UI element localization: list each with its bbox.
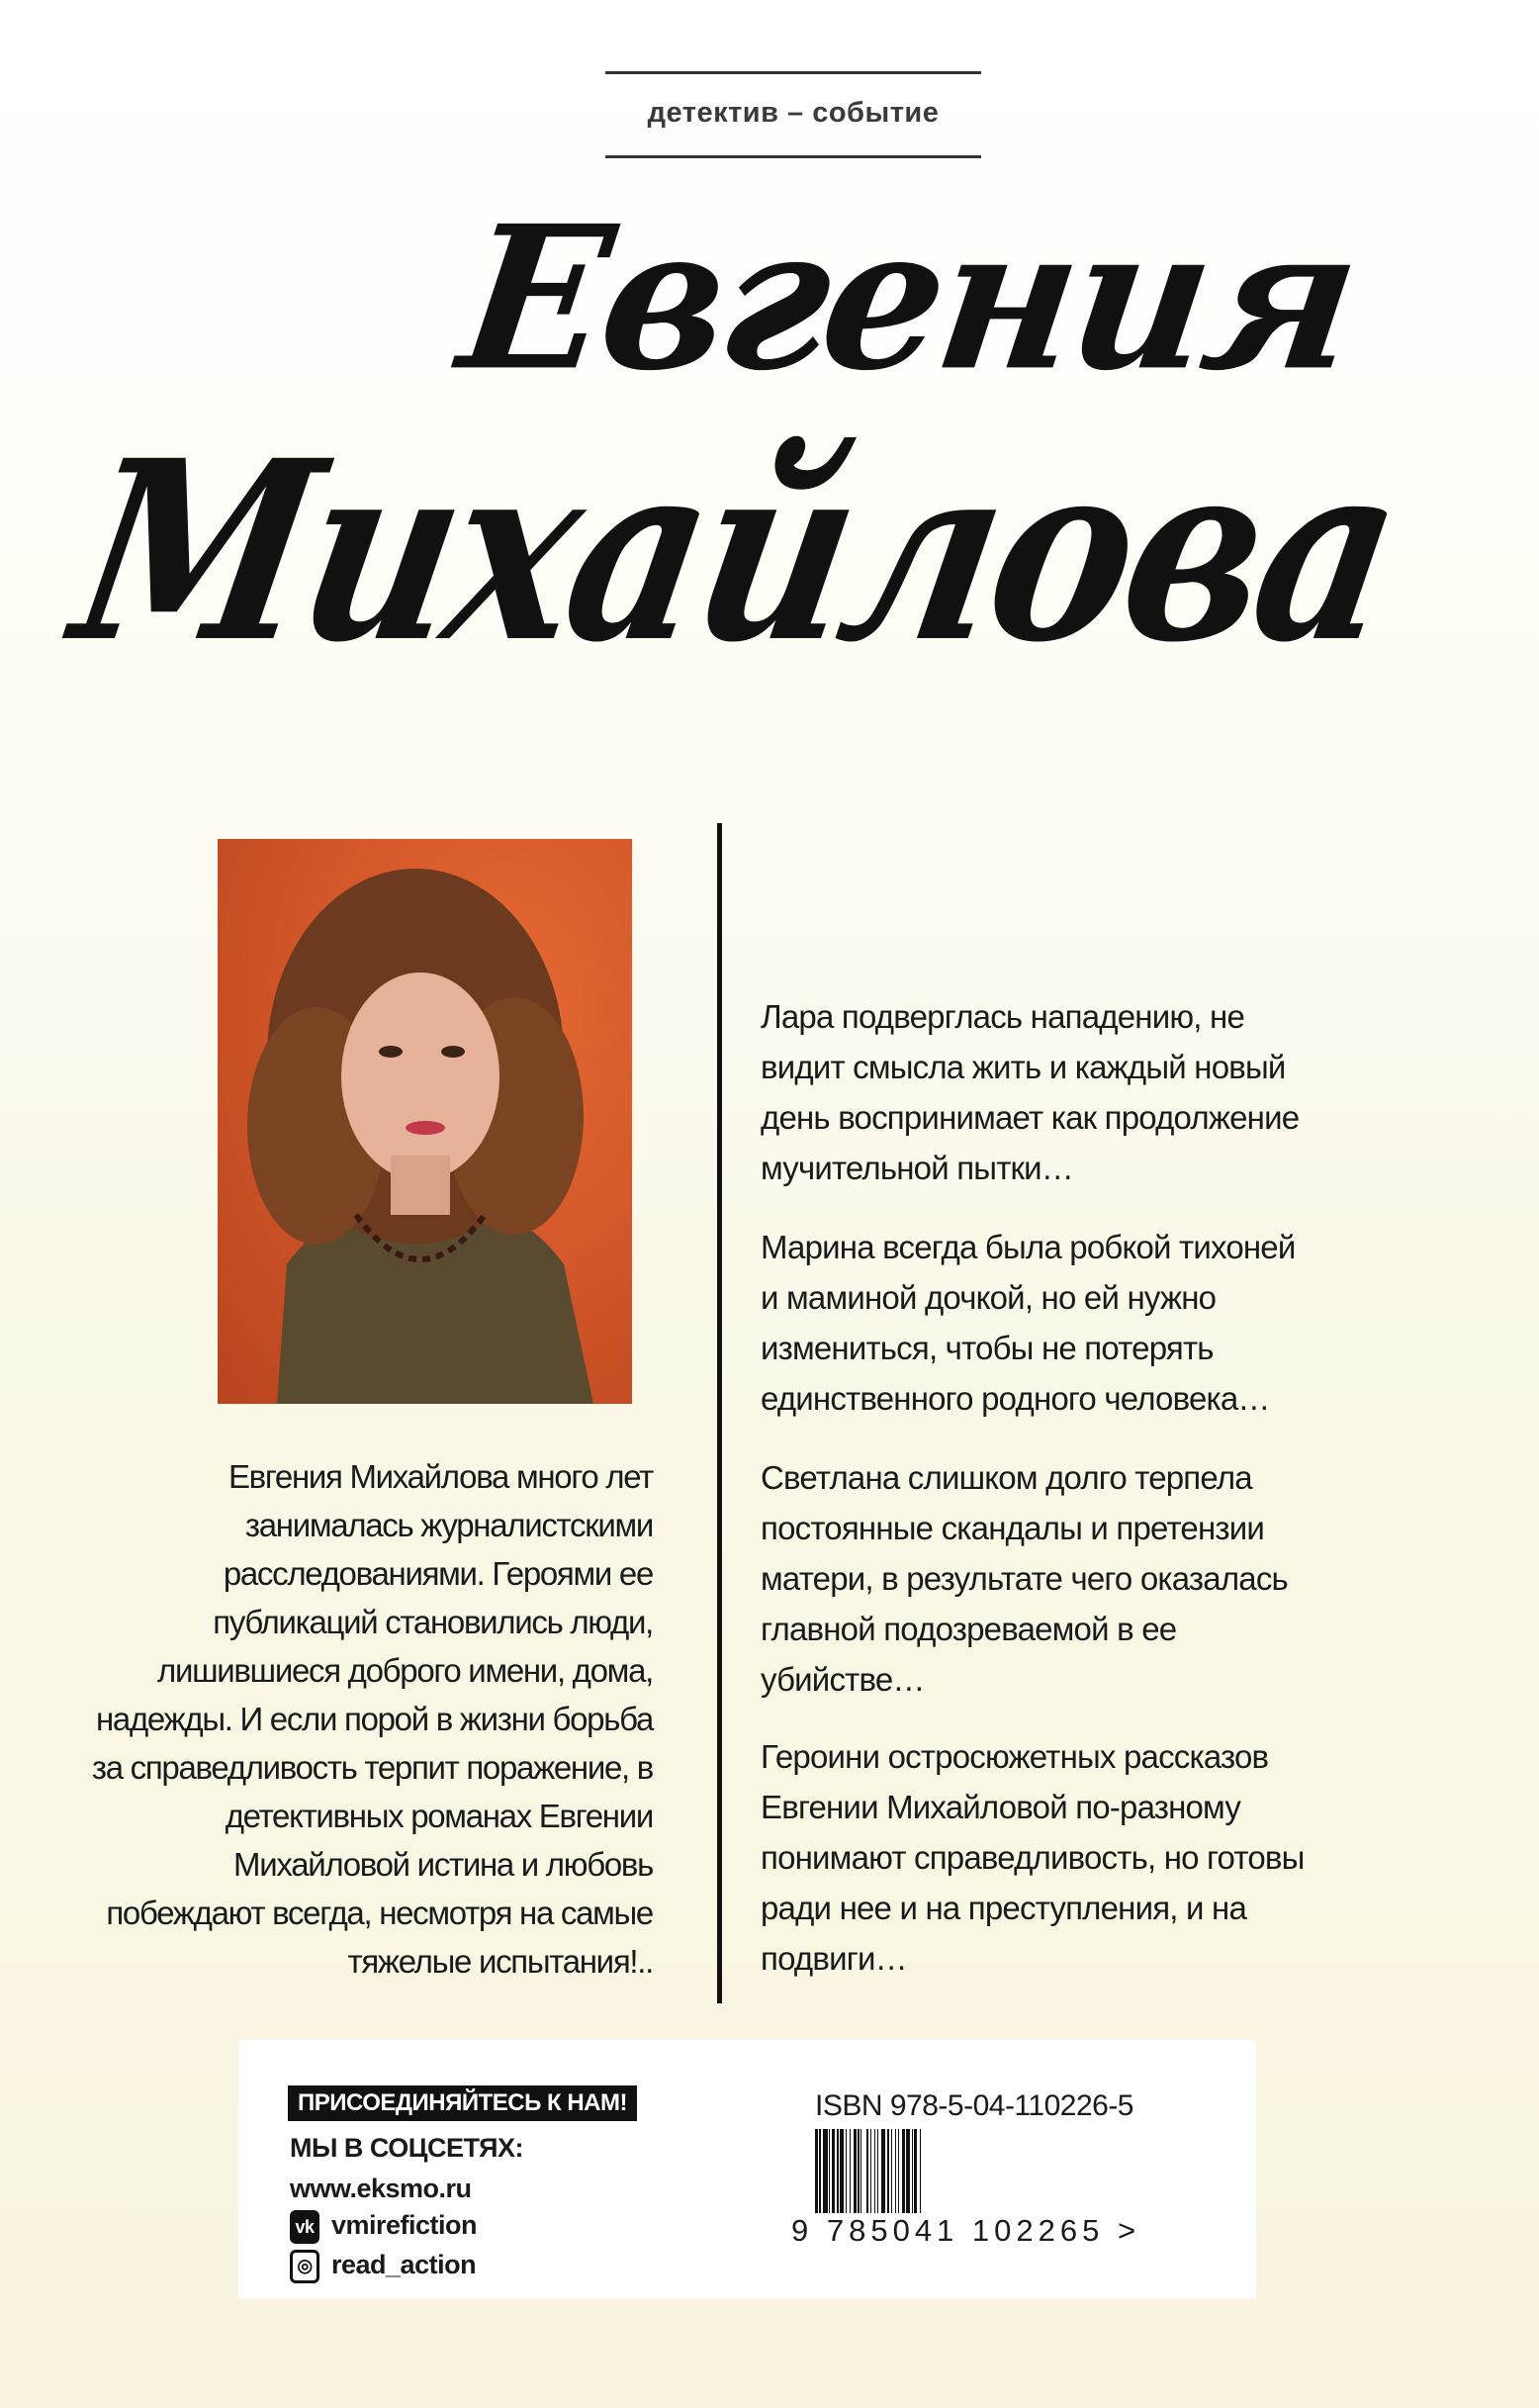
isbn: ISBN 978-5-04-110226-5	[815, 2089, 1133, 2122]
author-last-name: Михайлова	[57, 406, 1416, 696]
annotation-paragraph	[761, 991, 1354, 1193]
publisher-info-box	[238, 2040, 1256, 2298]
series-label: детектив – событие	[647, 97, 940, 129]
annotation-line: единственного родного человека…	[761, 1380, 1270, 1417]
website-link[interactable]: www.eksmo.ru	[290, 2174, 472, 2203]
annotation-line: Героини остросюжетных рассказов	[761, 1738, 1269, 1775]
join-us-banner: ПРИСОЕДИНЯЙТЕСЬ К НАМ!	[288, 2085, 637, 2121]
instagram-icon: ◎	[290, 2250, 319, 2283]
instagram-handle: read_action	[331, 2250, 477, 2280]
bio-line: побеждают всегда, несмотря на самые	[106, 1895, 653, 1931]
instagram-link[interactable]	[290, 2250, 476, 2283]
series-rule-top	[605, 71, 981, 74]
bio-line: детективных романах Евгении	[225, 1798, 653, 1834]
author-photo	[218, 839, 632, 1404]
annotation-line: Светлана слишком долго терпела	[761, 1459, 1252, 1496]
bio-line: занималась журналистскими	[244, 1507, 653, 1543]
annotation-line: убийстве…	[761, 1661, 925, 1698]
annotation-line: матери, в результате чего оказалась	[761, 1560, 1288, 1597]
column-divider	[717, 823, 722, 2003]
bio-line: лишившиеся доброго имени, дома,	[157, 1652, 653, 1689]
vk-icon: vk	[290, 2210, 319, 2244]
barcode-number: 9 785041 102265 >	[787, 2213, 1144, 2249]
vk-handle: vmirefiction	[331, 2210, 478, 2241]
author-bio	[40, 1452, 653, 1986]
annotation-line: Лара подверглась нападению, не	[761, 998, 1245, 1035]
vk-link[interactable]	[290, 2210, 477, 2244]
bio-line: надежды. И если порой в жизни борьба	[96, 1701, 653, 1737]
annotation-line: понимают справедливость, но готовы	[761, 1839, 1305, 1876]
series-rule-bottom	[605, 155, 981, 158]
annotation-paragraph	[761, 1731, 1354, 1984]
annotation-line: день воспринимает как продолжение	[761, 1099, 1300, 1136]
annotation-line: постоянные скандалы и претензии	[761, 1510, 1264, 1546]
annotation-line: Евгении Михайловой по-разному	[761, 1789, 1241, 1825]
annotation-line: ради нее и на преступления, и на	[761, 1890, 1246, 1926]
annotation-line: и маминой дочкой, но ей нужно	[761, 1279, 1217, 1316]
author-first-name: Евгения	[448, 182, 1369, 415]
bio-line: Михайловой истина и любовь	[233, 1846, 653, 1883]
annotation-line: видит смысла жить и каждый новый	[761, 1049, 1286, 1085]
annotation-line: главной подозреваемой в ее	[761, 1611, 1177, 1647]
social-title: МЫ В СОЦСЕТЯХ:	[290, 2133, 524, 2163]
annotation-paragraph	[761, 1222, 1354, 1424]
bio-line: расследованиями. Героями ее	[223, 1555, 653, 1592]
bio-line: публикаций становились люди,	[213, 1604, 653, 1640]
annotation-line: Марина всегда была робкой тихоней	[761, 1229, 1296, 1265]
annotation-line: измениться, чтобы не потерять	[761, 1330, 1214, 1366]
annotation-line: подвиги…	[761, 1940, 907, 1977]
bio-line: за справедливость терпит поражение, в	[91, 1749, 653, 1786]
annotation-line: мучительной пытки…	[761, 1150, 1073, 1186]
bio-line: Евгения Михайлова много лет	[227, 1458, 653, 1495]
bio-line: тяжелые испытания!..	[347, 1943, 653, 1980]
annotation-paragraph	[761, 1452, 1354, 1705]
